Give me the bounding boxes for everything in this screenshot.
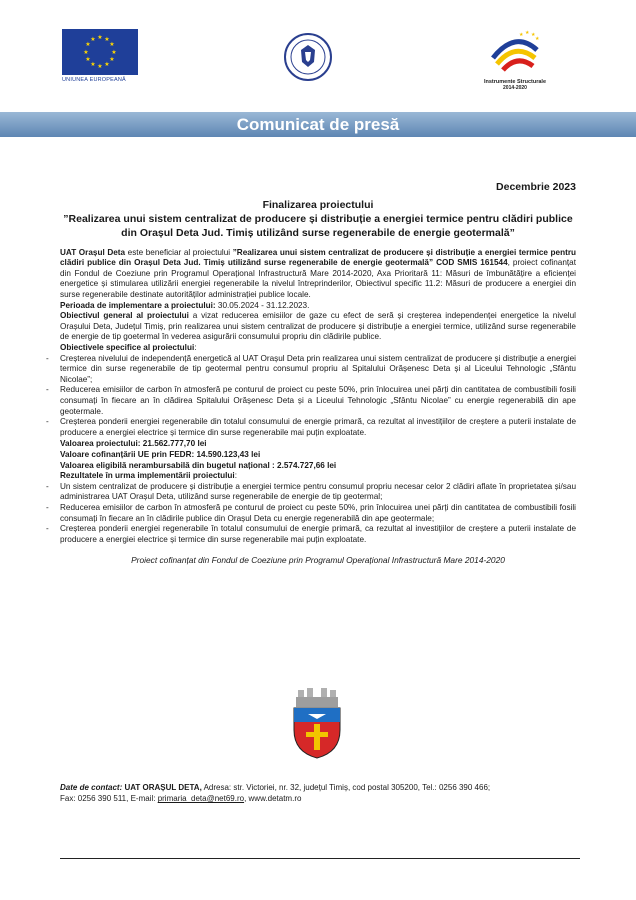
list-item: - Creșterea ponderii energiei regenerabile în totalul consumului de energie primară, ca rezultat al investițiilor de creștere a puterii instalate de producere a energiei electrice și termice din surse regenerabile mai puțin exploatate. [60,524,576,545]
deta-coat-of-arms [288,688,346,760]
svg-text:★: ★ [109,41,115,48]
cofinancing-note: Proiect cofinanțat din Fondul de Coeziune prin Programul Operațional Infrastructură Mare 2014-2020 [131,555,505,566]
is-label: Instrumente Structurale [483,79,547,85]
coat-of-arms-icon [288,688,346,760]
svg-text:★: ★ [97,34,103,41]
eu-label: UNIUNEA EUROPEANĂ [62,77,126,83]
structural-instruments-logo [480,28,550,98]
list-item: - Reducerea emisiilor de carbon în atmosferă pe conturul de proiect cu peste 50%, prin înlocuirea unei părți din cantitatea de combustibili fosili consumați în fiecare an în clădirile publice din Orașul Deta cu energie regenerabilă din ape geotermale; [60,503,576,524]
is-period: 2014-2020 [503,85,527,91]
press-release-banner [0,112,636,137]
contact-label: Date de contact: [60,783,123,792]
email-link[interactable]: primaria_deta@net69.ro [157,794,245,804]
value-total: Valoarea proiectului: 21.562.777,70 lei [60,439,207,449]
period-label: Perioada de implementare a proiectului: [60,300,216,310]
website-text: , www.detatm.ro [244,794,302,804]
heading-project-title: ”Realizarea unui sistem centralizat de producere și distribuție a energiei termice pentru clădiri publice din Orașul Deta Jud. Timiș utilizând surse regenerabile de energie geotermală” [63,212,573,239]
value-fedr: Valoare cofinanțării UE prin FEDR: 14.590.123,43 lei [60,450,261,460]
logo-header [0,0,636,100]
contact-address: Adresa: str. Victoriei, nr. 32, județul Timiș, cod postal 305200, Tel.: 0256 390 466; [201,783,491,792]
svg-text:★: ★ [519,32,524,38]
general-objective [60,311,576,343]
intro-paragraph [60,248,576,301]
structural-instruments-icon [489,28,541,72]
objective-label: Obiectivul general al proiectului [60,311,189,321]
svg-text:★: ★ [85,41,91,48]
list-item: - Creșterea ponderii energiei regenerabile din totalul consumului de energie primară, ca rezultat al investițiilor de creștere a puterii instalate de producere a energiei electrice și termice din surse regenerabile mai puțin exploatate. [60,417,576,438]
eu-logo [62,29,138,83]
list-item: - Creșterea nivelului de independență energetică al UAT Orașul Deta prin realizarea unui sistem centralizat de producere și distribuție a energiei termice din surse regenerabile de tip geotermal pentru consumul propriu al Spitalului Orășenesc Deta și al Liceului Tehnologic „Sfântu Nicolae”; [60,354,576,386]
contact-org: UAT ORAȘUL DETA, [122,783,202,792]
objective-text: a vizat reducerea emisiilor de gaze cu efect de seră și creșterea independenței energetice la nivelul Orașului Deta, Județul Timiș, prin realizarea unui sistem centralizat de producere și distribuție a energiei termice, utilizând surse regenerabile de energie de tip goetermal în vederea asigurării consumului propriu din clădirile publice. [60,311,576,342]
contact-line-1 [60,782,580,793]
svg-text:★: ★ [83,49,89,56]
specific-objectives-heading [60,343,576,354]
banner-title: Comunicat de presă [236,115,400,134]
contact-line-2 [60,793,580,804]
svg-text:★: ★ [85,56,91,63]
svg-text:★: ★ [90,36,96,43]
results-list [60,482,576,546]
svg-text:★: ★ [535,36,540,42]
contact-info [60,782,580,805]
specific-label: Obiectivele specifice al proiectului [60,342,195,352]
footer-divider [60,858,580,859]
svg-text:★: ★ [111,49,117,56]
results-colon: : [234,471,237,481]
beneficiary-name: UAT Orașul Deta [60,247,126,257]
release-date: Decembrie 2023 [496,181,576,193]
intro-text-1: este beneficiar al proiectului [125,247,233,257]
specific-objectives-list [60,354,576,439]
contact-fax: Fax: 0256 390 511, E-mail: [60,794,158,804]
svg-text:★: ★ [97,63,103,70]
svg-text:★: ★ [109,56,115,63]
value-budget: Valoarea eligibilă nerambursabilă din bugetul național : 2.574.727,66 lei [60,461,337,471]
list-item: - Reducerea emisiilor de carbon în atmosferă pe conturul de proiect cu peste 50%, prin înlocuirea unei părți din cantitatea de combustibili fosili consumați în fiecare an în clădirea Spitalului Orășenesc Deta și a Liceului Tehnologic „Sfântu Nicolae” cu energie regenerabilă din ape geotermale. [60,385,576,417]
list-item: - Un sistem centralizat de producere și distribuție a energiei termice pentru consumul propriu necesar celor 2 clădiri aflate în proprietatea și/sau administrarea UAT Orașul Deta, utilizând surse regenerabile de energie de tip geotermal; [60,482,576,503]
intro-project-title: ”Realizarea unui sistem centralizat de producere și distribuție a energiei termice pentru clădiri publice din Orașul Deta Jud. Timiș utilizând surse regenerabile de energie geotermală” COD SMIS 161544 [60,247,577,268]
project-values [60,438,576,471]
svg-text:★: ★ [90,61,96,68]
svg-text:★: ★ [104,61,110,68]
implementation-period [60,301,576,312]
press-release-body [60,182,576,566]
romanian-government-seal [283,32,333,82]
svg-text:★: ★ [525,30,530,36]
svg-text:★: ★ [531,32,536,38]
period-value: 30.05.2024 - 31.12.2023. [215,300,310,310]
results-label: Rezultatele în urma implementării proiectului [60,471,235,481]
heading-line1: Finalizarea proiectului [262,198,374,211]
intro-text-2: , proiect cofinanțat din Fondul de Coeziune prin Programul Operațional Infrastructură Mare 2014-2020, Axa Prioritară 11: Măsuri de îmbunătățire a eficienței energetice și stimularea utilizării energiei regenerabile la nivelul întreprinderilor, Obiectivul specific 11.2: Măsuri de producere a energiei din surse regenerabile destinate autorităților administrației publice locale. [60,258,576,299]
specific-colon: : [194,342,197,352]
eu-flag-icon [62,29,138,75]
svg-text:★: ★ [104,36,110,43]
results-heading [60,471,576,482]
